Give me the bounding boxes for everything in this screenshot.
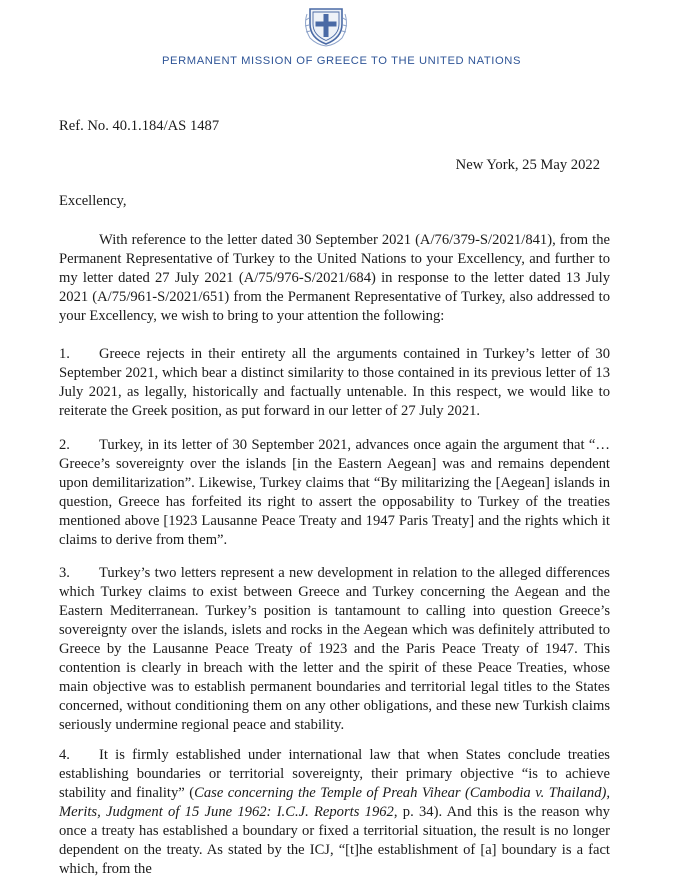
greek-coat-of-arms-icon: [303, 0, 349, 46]
paragraph-3: [59, 564, 610, 735]
paragraph-text: It is firmly established under international law that when States conclude treaties establishing boundaries or territorial sovereignty, their primary objective “is to achieve stability and finality” (: [59, 747, 610, 801]
intro-paragraph: With reference to the letter dated 30 September 2021 (A/76/379-S/2021/841), from the Permanent Representative of Turkey to the United Nations to your Excellency, and further to my letter dated 27 July 2021 (A/75/976-S/2021/684) in response to the letter dated 13 July 2021 (A/75/961-S/2021/651) from the Permanent Representative of Turkey, also addressed to your Excellency, we wish to bring to your attention the following:: [59, 232, 610, 324]
reference-number: Ref. No. 40.1.184/AS 1487: [59, 118, 220, 134]
paragraph-number: 1.: [59, 346, 70, 362]
paragraph-1: [59, 345, 610, 421]
paragraph-number: 3.: [59, 565, 70, 581]
paragraph-number: 2.: [59, 437, 70, 453]
paragraph-text-continued: , p. 34). And this is the reason why once a treaty has established a boundary or fixed a territorial situation, the result is no longer dependent on the treaty. As stated by the ICJ, “[t]he establishment of [a] boundary is a fact which, from the: [59, 804, 610, 877]
paragraph-text: Turkey’s two letters represent a new development in relation to the alleged differences which Turkey claims to exist between Greece and Turkey concerning the Aegean and the Eastern Mediterranean. Turkey’s position is tantamount to calling into question Greece’s sovereignty over the islands, islets and rocks in the Aegean which was definitely attributed to Greece by the Lausanne Peace Treaty of 1923 and the Paris Peace Treaty of 1947. This contention is clearly in breach with the letter and the spirit of these Peace Treaties, whose main objective was to establish permanent boundaries and territorial legal titles to the States concerned, without conditioning them on any other obligations, and these new Turkish claims seriously undermine regional peace and stability.: [59, 565, 610, 733]
mission-letterhead: PERMANENT MISSION OF GREECE TO THE UNITED NATIONS: [161, 55, 522, 67]
paragraph-4: [59, 746, 610, 879]
paragraph-2: [59, 436, 610, 550]
salutation: Excellency,: [59, 193, 127, 209]
paragraph-text: Greece rejects in their entirety all the arguments contained in Turkey’s letter of 30 September 2021, which bear a distinct similarity to those contained in its previous letter of 13 July 2021, as legally, historically and factually untenable. In this respect, we would like to reiterate the Greek position, as put forward in our letter of 27 July 2021.: [59, 346, 610, 419]
case-citation: Case concerning the Temple of Preah Vihear (Cambodia v. Thailand), Merits, Judgment of 15 June 1962: I.C.J. Reports 1962: [59, 785, 610, 820]
paragraph-number: 4.: [59, 747, 70, 763]
letter-date: New York, 25 May 2022: [455, 157, 600, 173]
paragraph-text: Turkey, in its letter of 30 September 2021, advances once again the argument that “…Greece’s sovereignty over the islands [in the Eastern Aegean] was and remains dependent upon demilitarization”. Likewise, Turkey claims that “By militarizing the [Aegean] islands in question, Greece has forfeited its right to assert the opposability to Turkey of the treaties mentioned above [1923 Lausanne Peace Treaty and 1947 Paris Treaty] and the rights which it claims to derive from them”.: [59, 437, 610, 548]
